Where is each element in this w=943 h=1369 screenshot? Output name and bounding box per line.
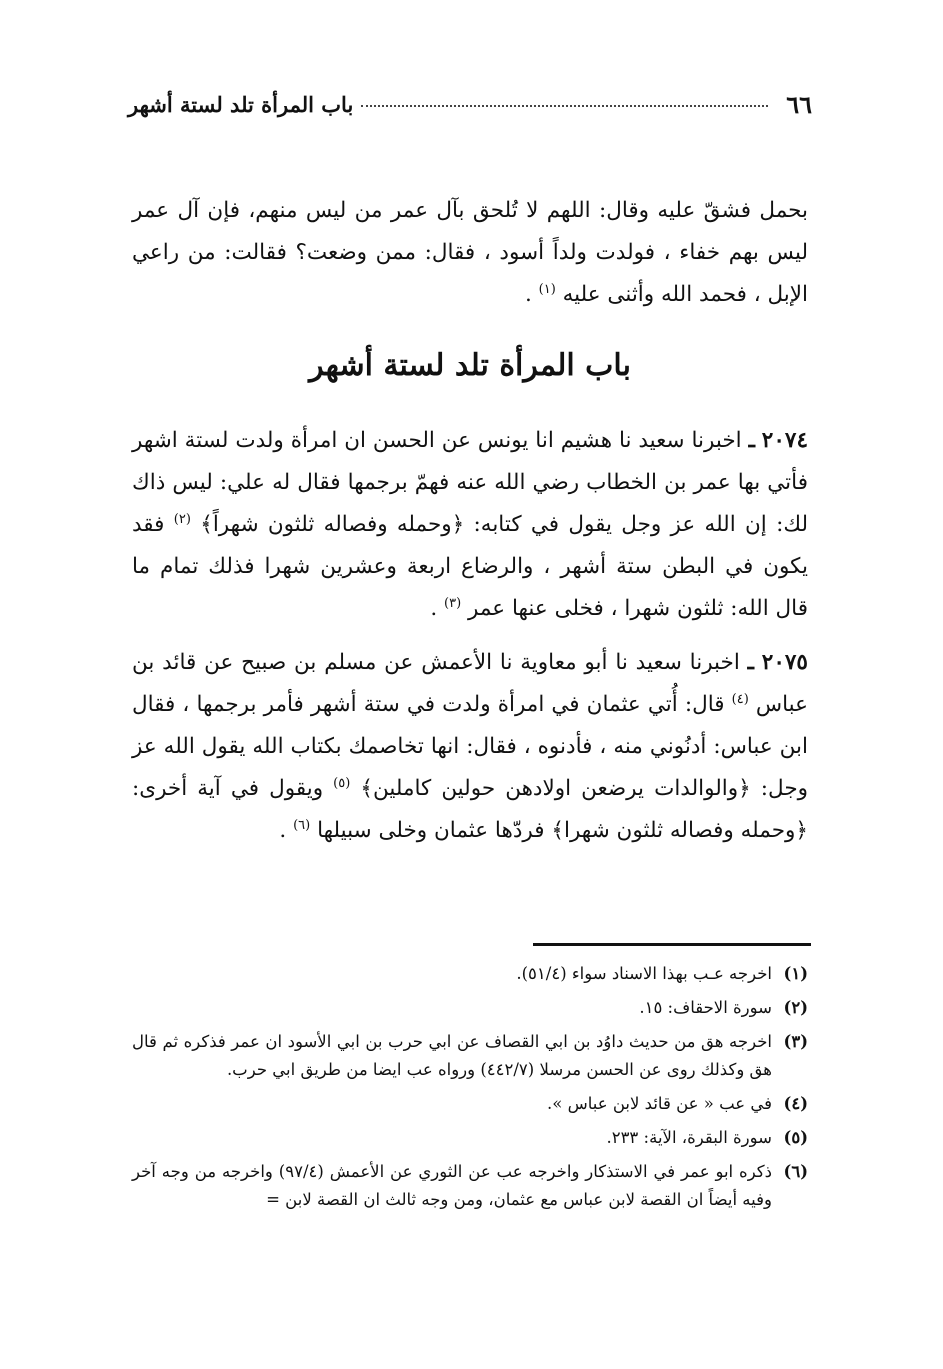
main-text [132,190,808,864]
footnote-label: (١) [783,964,808,983]
footnote [132,1158,808,1214]
footnote [132,1124,808,1152]
running-header [128,88,812,120]
hadith-text: اخبرنا سعيد نا هشيم انا يونس عن الحسن ان امرأة ولدت لستة اشهر فأتي بها عمر بن الخطاب رضي الله عنه فهمّ برجمها فقال له علي: ليس ذاك لك: إن الله عز وجل يقول في كتابه: ﴿وحمله وفصاله ثلثون شهراً﴾ [132,428,808,537]
hadith-text: فقد يكون في البطن ستة أشهر ، والرضاع اربعة وعشرين شهرا فذلك تمام ما قال الله: ثلثون شهرا ، فخلى عنها عمر [132,512,808,621]
footnote-separator [533,943,811,946]
footnotes [132,960,808,1220]
running-header-title: باب المرأة تلد لستة أشهر [128,91,354,117]
footnote-label: (٤) [783,1094,808,1113]
footnote-label: (٢) [783,998,808,1017]
footnote [132,994,808,1022]
hadith-number: ٢٠٧٥ [761,650,808,675]
footnote [132,1028,808,1084]
footnote [132,960,808,988]
footnote-label: (٦) [783,1162,808,1181]
footnote-ref-3: (٣) [444,595,462,611]
hadith-dash: ـ [747,650,754,675]
footnote-text: سورة الاحقاف: ١٥. [639,998,772,1017]
footnote-ref-2: (٢) [173,511,191,527]
hadith-end: . [279,818,287,843]
footnote-label: (٥) [783,1128,808,1147]
section-title: باب المرأة تلد لستة أشهر [309,348,631,383]
footnote-text: في عب « عن قائد لابن عباس ». [547,1094,772,1113]
footnote-text: اخرجه عـب بهذا الاسناد سواء (٥١/٤). [516,964,772,983]
footnote-text: سورة البقرة، الآية: ٢٣٣. [606,1128,772,1147]
footnote-ref-4: (٤) [731,691,749,707]
hadith-text: ويقول في آية أخرى: ﴿وحمله وفصاله ثلثون شهرا﴾ فردّها عثمان وخلى سبيلها [132,776,808,843]
intro-paragraph [132,190,808,316]
footnote-text: ذكره ابو عمر في الاستذكار واخرجه عب عن الثوري عن الأعمش (٩٧/٤) واخرجه من وجه آخر وفيه أيضاً ان القصة لابن عباس مع عثمان، ومن وجه ثالث ان القصة لابن = [132,1162,772,1209]
footnote-text: اخرجه هق من حديث داوُد بن ابي القصاف عن ابي حرب بن ابي الأسود ان عمر فذكره ثم قال هق وكذلك روى عن الحسن مرسلا (٤٤٢/٧) ورواه عب ايضا من طريق ابي حرب. [132,1032,772,1079]
hadith-2074 [132,420,808,630]
hadith-text: اخبرنا سعيد نا أبو معاوية نا الأعمش عن مسلم بن صبيح عن قائد بن عباس [132,650,809,717]
intro-end: . [524,282,532,307]
footnote [132,1090,808,1118]
hadith-end: . [430,596,438,621]
footnote-ref-1: (١) [538,281,556,297]
footnote-label: (٣) [783,1032,808,1051]
hadith-2075 [132,642,808,852]
hadith-text: قال: أُتي عثمان في امرأة ولدت في ستة أشهر فأمر برجمها ، فقال ابن عباس: أدنُوني منه ، فأدنوه ، فقال: انها تخاصمك بكتاب الله يقول الله عز وجل: ﴿والوالدات يرضعن اولادهن حولين كاملين﴾ [132,692,808,801]
footnote-ref-5: (٥) [333,775,351,791]
hadith-number: ٢٠٧٤ [761,428,808,453]
intro-text: بحمل فشقّ عليه وقال: اللهم لا تُلحق بآل عمر من ليس منهم، فإن آل عمر ليس بهم خفاء ، فولدت ولداً أسود ، فقال: ممن وضعت؟ فقالت: من راعي الإبل ، فحمد الله وأثنى عليه [132,198,808,307]
hadith-dash: ـ [748,428,755,453]
page-number: ٦٦ [786,89,812,119]
header-dotted-leader [361,105,768,107]
footnote-ref-6: (٦) [293,817,311,833]
